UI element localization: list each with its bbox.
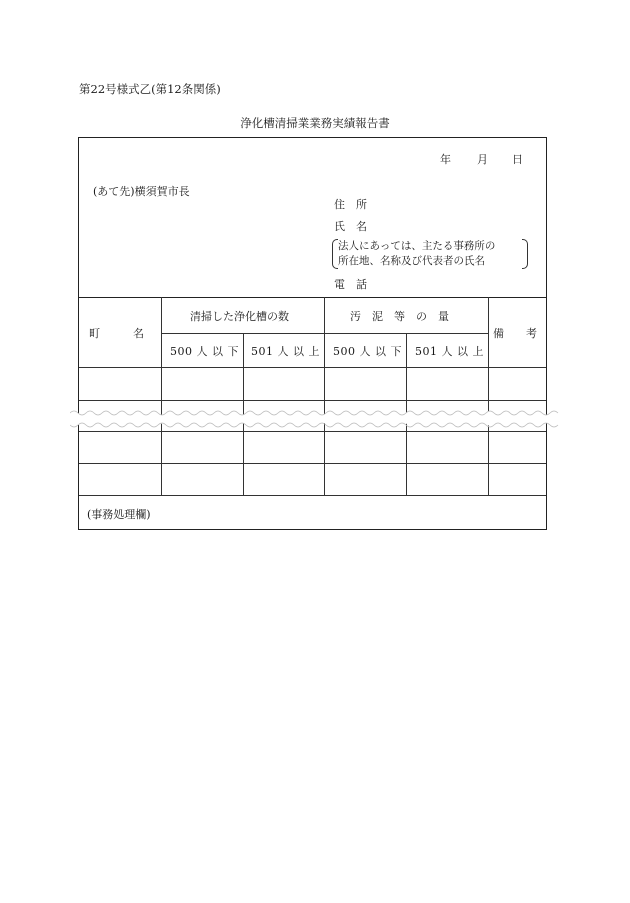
row-divider-1 — [79, 400, 546, 401]
office-use-label: (事務処理欄) — [87, 508, 151, 521]
col-divider-5 — [488, 297, 489, 495]
subheader-cleaned-500-below: 500 人 以 下 — [170, 345, 239, 358]
header-sludge-volume: 汚 泥 等 の 量 — [350, 310, 449, 323]
date-year-label: 年 — [440, 153, 451, 166]
subheader-sludge-500-below: 500 人 以 下 — [333, 345, 402, 358]
phone-label: 電 話 — [334, 278, 367, 291]
row-divider-3 — [79, 463, 546, 464]
header-cleaned-count: 清掃した浄化槽の数 — [190, 310, 289, 323]
corporate-note-line1: 法人にあっては、主たる事務所の — [338, 240, 496, 252]
row-divider-4 — [79, 495, 546, 496]
addressee: (あて先)横須賀市長 — [93, 185, 190, 198]
col-divider-1 — [161, 297, 162, 495]
form-number: 第22号様式乙(第12条関係) — [79, 82, 221, 96]
row-divider-2 — [79, 431, 546, 432]
name-label: 氏 名 — [334, 220, 367, 233]
tear-fill — [70, 411, 560, 427]
corporate-note-bracket-right — [522, 239, 528, 269]
column-header-bottom — [79, 367, 546, 368]
subheader-sludge-501-above: 501 人 以 上 — [415, 345, 484, 358]
header-remarks: 備 考 — [493, 327, 537, 340]
header-divider — [79, 297, 546, 298]
document-title: 浄化槽清掃業業務実績報告書 — [240, 116, 390, 130]
col-divider-3 — [324, 297, 325, 495]
date-day-label: 日 — [512, 153, 523, 166]
subheader-cleaned-501-above: 501 人 以 上 — [251, 345, 320, 358]
date-month-label: 月 — [477, 153, 488, 166]
report-form-frame — [78, 137, 547, 530]
corporate-note-line2: 所在地、名称及び代表者の氏名 — [338, 255, 485, 267]
address-label: 住 所 — [334, 198, 367, 211]
page-break-tear — [70, 407, 560, 431]
header-town: 町 名 — [89, 327, 144, 340]
